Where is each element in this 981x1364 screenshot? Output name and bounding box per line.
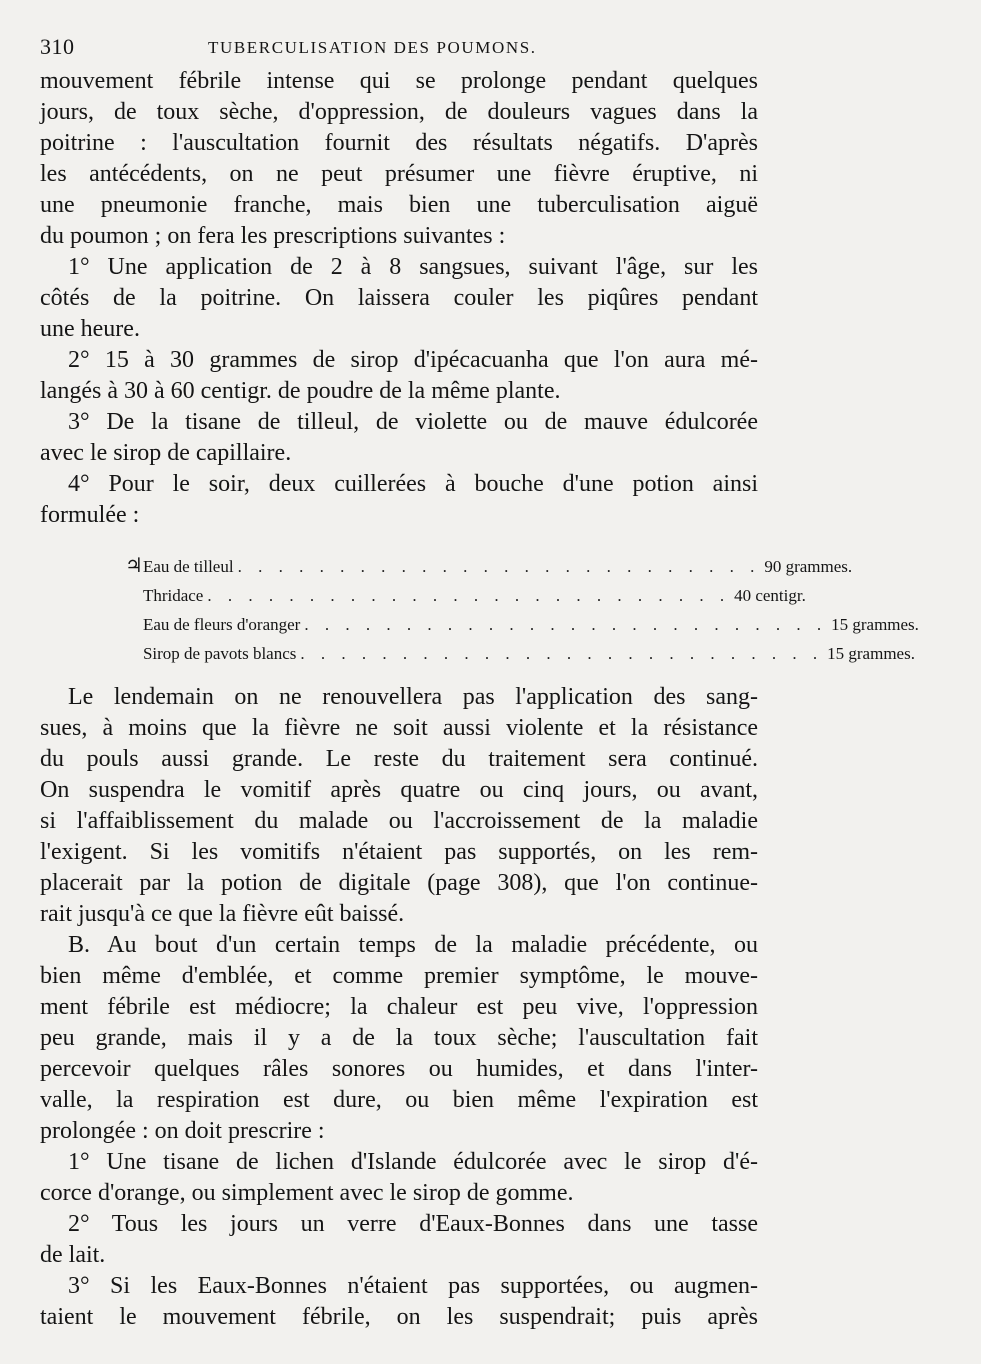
text-line: 2° 15 à 30 grammes de sirop d'ipécacuanha que l'on aura mé- — [68, 347, 758, 373]
text-line: du pouls aussi grande. Le reste du traitement sera continué. — [40, 746, 758, 772]
text-line: ment fébrile est médiocre; la chaleur est peu vive, l'oppression — [40, 994, 758, 1020]
formula-row — [125, 639, 915, 668]
text-line: mouvement fébrile intense qui se prolonge pendant quelques — [40, 68, 758, 94]
text-line: B. Au bout d'un certain temps de la maladie précédente, ou — [68, 932, 758, 958]
text-line: poitrine : l'auscultation fournit des résultats négatifs. D'après — [40, 130, 758, 156]
formula-dose: 90 grammes. — [764, 557, 853, 576]
text-line: une pneumonie franche, mais bien une tuberculisation aiguë — [40, 192, 758, 218]
text-line: les antécédents, on ne peut présumer une fièvre éruptive, ni — [40, 161, 758, 187]
formula-ingredient: Thridace — [142, 586, 204, 605]
formula-ingredient: Eau de fleurs d'oranger — [142, 615, 301, 634]
text-line: taient le mouvement fébrile, on les suspendrait; puis après — [40, 1304, 758, 1330]
text-line: valle, la respiration est dure, ou bien même l'expiration est — [40, 1087, 758, 1113]
text-line: peu grande, mais il y a de la toux sèche; l'auscultation fait — [40, 1025, 758, 1051]
text-line: langés à 30 à 60 centigr. de poudre de la même plante. — [40, 378, 561, 404]
page-header — [40, 34, 760, 62]
dot-leader: . . . . . . . . . . . . . . . . . . . . . . . . . . — [300, 644, 824, 663]
text-block-upper — [40, 66, 758, 531]
dot-leader: . . . . . . . . . . . . . . . . . . . . . . . . . . — [237, 557, 761, 576]
text-line: l'exigent. Si les vomitifs n'étaient pas supportés, on les rem- — [40, 839, 758, 865]
recipe-symbol-icon: ♃ — [125, 555, 143, 577]
text-block-lower — [40, 682, 758, 1333]
page-number: 310 — [40, 34, 75, 59]
text-line: placerait par la potion de digitale (page 308), que l'on continue- — [40, 870, 758, 896]
formula-dose: 15 grammes. — [827, 644, 915, 663]
formula-row — [125, 581, 806, 610]
formula-ingredient: Sirop de pavots blancs — [142, 644, 297, 663]
text-line: 4° Pour le soir, deux cuillerées à bouche d'une potion ainsi — [68, 471, 758, 497]
dot-leader: . . . . . . . . . . . . . . . . . . . . . . . . . . — [207, 586, 731, 605]
text-line: côtés de la poitrine. On laissera couler les piqûres pendant — [40, 285, 758, 311]
dot-leader: . . . . . . . . . . . . . . . . . . . . . . . . . . — [304, 615, 828, 634]
formula-dose: 40 centigr. — [734, 586, 806, 605]
running-title: TUBERCULISATION DES POUMONS. — [208, 38, 537, 57]
formula-row — [125, 610, 919, 639]
formula-row — [125, 552, 853, 581]
text-line: 3° Si les Eaux-Bonnes n'étaient pas supportées, ou augmen- — [68, 1273, 758, 1299]
text-line: 1° Une application de 2 à 8 sangsues, suivant l'âge, sur les — [68, 254, 758, 280]
text-line: corce d'orange, ou simplement avec le sirop de gomme. — [40, 1180, 574, 1206]
text-line: 2° Tous les jours un verre d'Eaux-Bonnes dans une tasse — [68, 1211, 758, 1237]
text-line: 1° Une tisane de lichen d'Islande édulcorée avec le sirop d'é- — [68, 1149, 758, 1175]
text-line: si l'affaiblissement du malade ou l'accroissement de la maladie — [40, 808, 758, 834]
text-line: une heure. — [40, 316, 140, 342]
formula-ingredient: Eau de tilleul — [142, 557, 234, 576]
text-line: bien même d'emblée, et comme premier symptôme, le mouve- — [40, 963, 758, 989]
text-line: du poumon ; on fera les prescriptions suivantes : — [40, 223, 506, 249]
prescription-formula — [125, 552, 919, 668]
text-line: prolongée : on doit prescrire : — [40, 1118, 325, 1144]
text-line: avec le sirop de capillaire. — [40, 440, 292, 466]
text-line: formulée : — [40, 502, 140, 528]
text-line: Le lendemain on ne renouvellera pas l'application des sang- — [68, 684, 758, 710]
text-line: percevoir quelques râles sonores ou humides, et dans l'inter- — [40, 1056, 758, 1082]
text-line: sues, à moins que la fièvre ne soit aussi violente et la résistance — [40, 715, 758, 741]
formula-dose: 15 grammes. — [831, 615, 919, 634]
text-line: jours, de toux sèche, d'oppression, de douleurs vagues dans la — [40, 99, 758, 125]
text-line: On suspendra le vomitif après quatre ou cinq jours, ou avant, — [40, 777, 758, 803]
text-line: rait jusqu'à ce que la fièvre eût baissé. — [40, 901, 405, 927]
text-line: de lait. — [40, 1242, 106, 1268]
text-line: 3° De la tisane de tilleul, de violette ou de mauve édulcorée — [68, 409, 758, 435]
